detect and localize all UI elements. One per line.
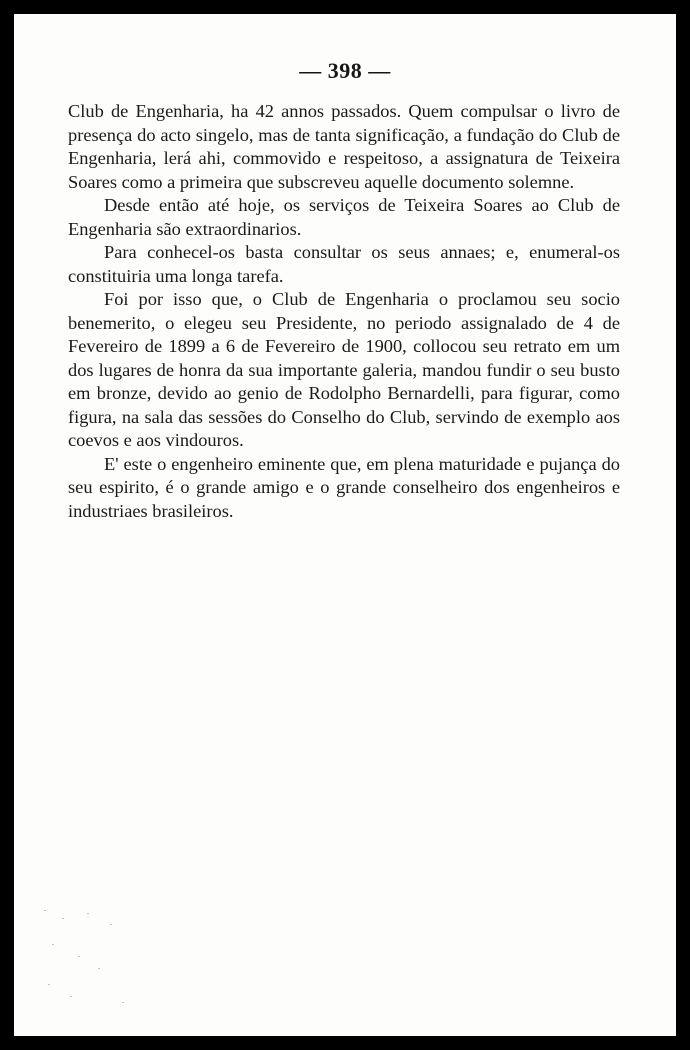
- page-body: [68, 100, 620, 523]
- scan-speck: [87, 913, 89, 914]
- scan-speck: [44, 910, 46, 911]
- paragraph-4: Foi por isso que, o Club de Engenharia o proclamou seu socio benemerito, o elegeu seu Presidente, no periodo assignalado de 4 de Fevereiro de 1899 a 6 de Fevereiro de 1900, collocou seu retrato em um dos lugares de honra da sua importante galeria, mandou fundir o seu busto em bronze, devido ao genio de Rodolpho Bernardelli, para figurar, como figura, na sala das sessões do Conselho do Club, servindo de exemplo aos coevos e aos vindouros.: [68, 289, 620, 450]
- scan-speck: [98, 968, 100, 969]
- scanned-page: [14, 14, 676, 1036]
- scan-speck: [78, 956, 80, 957]
- paragraph-5: E' este o engenheiro eminente que, em plena maturidade e pujança do seu espirito, é o grande amigo e o grande conselheiro dos engenheiros e industriaes brasileiros.: [68, 453, 620, 521]
- paragraph-1: Club de Engenharia, ha 42 annos passados. Quem compulsar o livro de presença do acto singelo, mas de tanta significação, a fundação do Club de Engenharia, lerá ahi, commovido e respeitoso, a assignatura de Teixeira Soares como a primeira que subscreveu aquelle documento solemne.: [68, 101, 620, 192]
- scan-speck: [110, 924, 112, 925]
- scan-speck: [52, 944, 54, 945]
- scan-noise: [32, 904, 152, 1014]
- scan-speck: [70, 996, 72, 997]
- scan-speck: [122, 1002, 124, 1003]
- page-number: — 398 —: [299, 58, 391, 83]
- paragraph-3: Para conhecel-os basta consultar os seus annaes; e, enumeral-os constituiria uma longa tarefa.: [68, 242, 620, 286]
- paragraph-2: Desde então até hoje, os serviços de Teixeira Soares ao Club de Engenharia são extraordinarios.: [68, 195, 620, 239]
- scan-speck: [48, 984, 50, 985]
- scan-speck: [62, 918, 64, 919]
